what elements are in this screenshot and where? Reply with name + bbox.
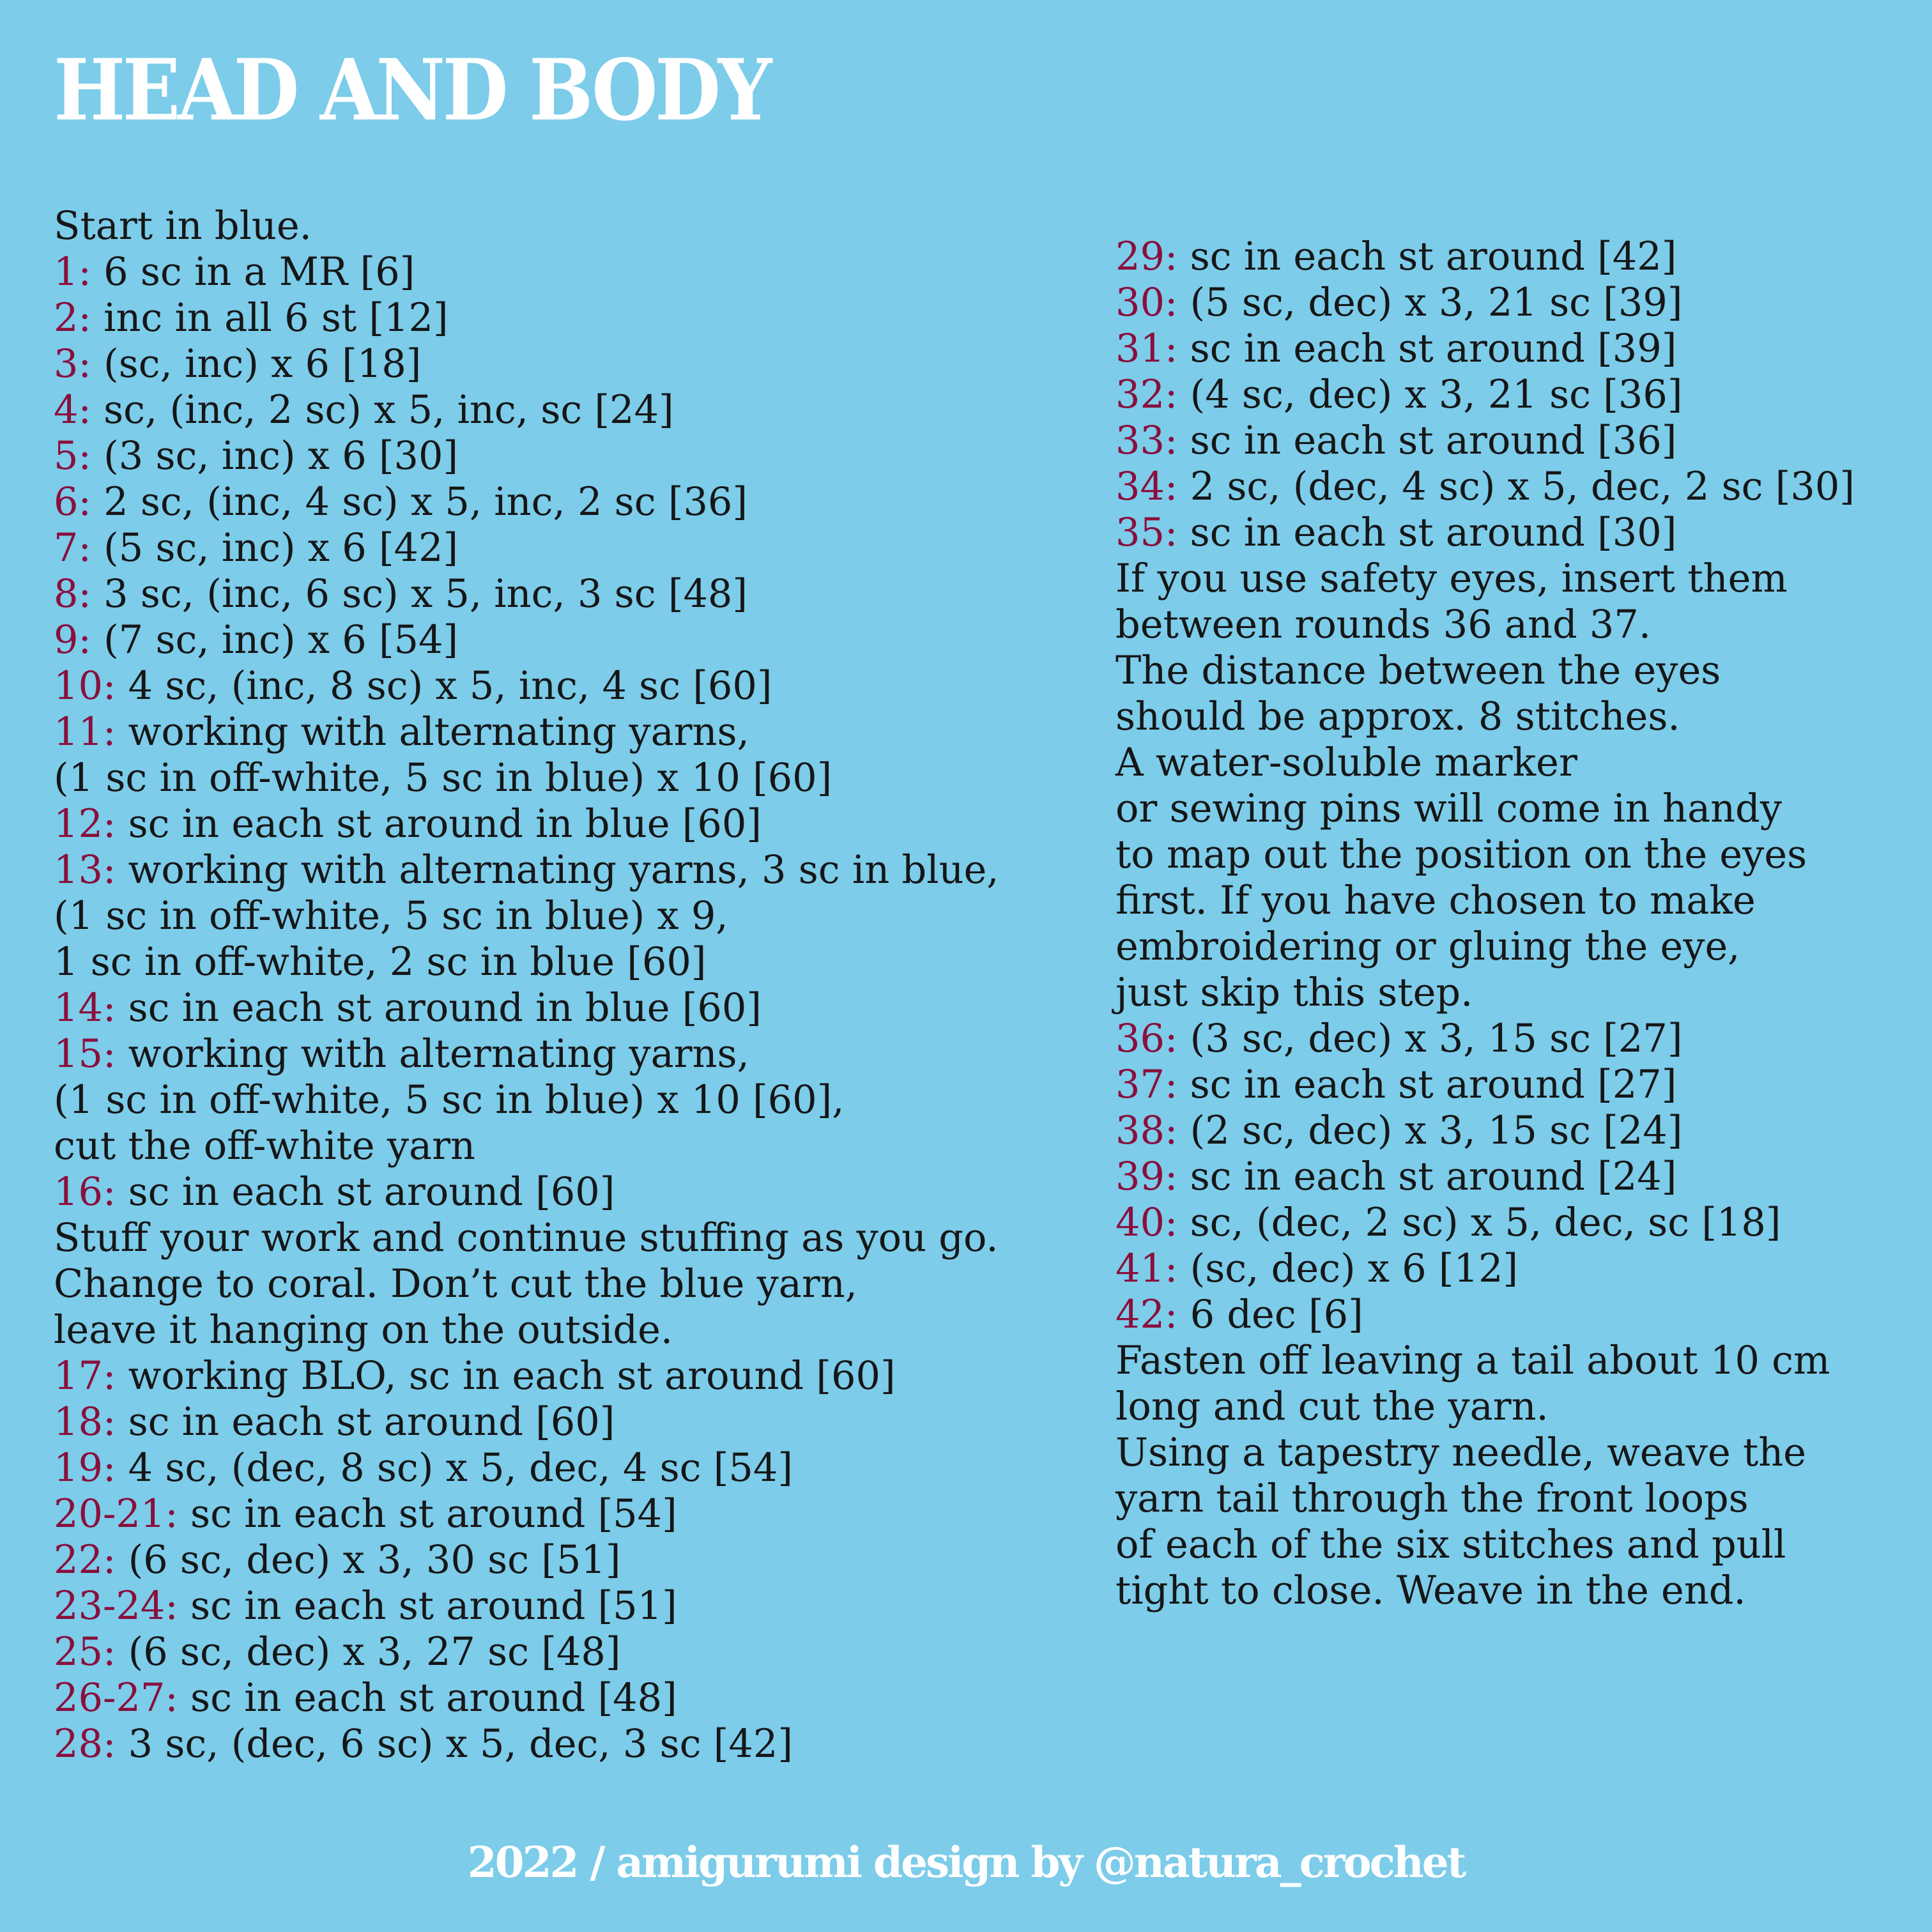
instruction-line bbox=[1116, 832, 1855, 878]
round-number: 16: bbox=[54, 1170, 116, 1215]
instruction-line bbox=[54, 525, 999, 571]
instruction-text: Using a tapestry needle, weave the bbox=[1116, 1430, 1807, 1475]
instruction-text: (sc, inc) x 6 [18] bbox=[91, 342, 422, 387]
instruction-text: 4 sc, (inc, 8 sc) x 5, inc, 4 sc [60] bbox=[116, 664, 772, 709]
instruction-line bbox=[1116, 648, 1855, 694]
round-number: 36: bbox=[1116, 1016, 1178, 1061]
instruction-text: should be approx. 8 stitches. bbox=[1116, 694, 1680, 739]
round-number: 22: bbox=[54, 1538, 116, 1583]
instruction-text: tight to close. Weave in the end. bbox=[1116, 1568, 1746, 1613]
instruction-line bbox=[54, 1491, 999, 1537]
instruction-line bbox=[1116, 1292, 1855, 1338]
instruction-text: (6 sc, dec) x 3, 27 sc [48] bbox=[116, 1630, 621, 1675]
instruction-line bbox=[54, 801, 999, 847]
instruction-text: sc in each st around [36] bbox=[1177, 418, 1677, 463]
instruction-text: (1 sc in off-white, 5 sc in blue) x 9, bbox=[54, 894, 728, 939]
round-number: 6: bbox=[54, 480, 91, 525]
instruction-line bbox=[54, 1215, 999, 1261]
instruction-line bbox=[1116, 878, 1855, 924]
instruction-text: inc in all 6 st [12] bbox=[91, 296, 448, 341]
instruction-text: sc in each st around [60] bbox=[116, 1400, 615, 1445]
instruction-text: (3 sc, inc) x 6 [30] bbox=[91, 434, 459, 479]
instruction-line bbox=[54, 1169, 999, 1215]
instruction-text: long and cut the yarn. bbox=[1116, 1384, 1549, 1429]
instruction-line bbox=[54, 1583, 999, 1629]
round-number: 29: bbox=[1116, 234, 1178, 279]
instruction-line bbox=[1116, 1476, 1855, 1522]
round-number: 15: bbox=[54, 1032, 116, 1077]
instruction-line bbox=[54, 1399, 999, 1445]
instruction-text: sc in each st around [42] bbox=[1177, 234, 1677, 279]
instruction-text: cut the off-white yarn bbox=[54, 1124, 475, 1169]
instruction-text: Change to coral. Don’t cut the blue yarn, bbox=[54, 1262, 857, 1307]
round-number: 1: bbox=[54, 250, 91, 295]
instruction-text: or sewing pins will come in handy bbox=[1116, 786, 1782, 831]
instruction-line bbox=[1116, 326, 1855, 372]
instruction-line bbox=[1116, 740, 1855, 786]
round-number: 5: bbox=[54, 434, 91, 479]
instruction-text: sc in each st around [60] bbox=[116, 1170, 615, 1215]
footer-credit: 2022 / amigurumi design by @natura_crochet bbox=[467, 1837, 1465, 1887]
round-number: 19: bbox=[54, 1446, 116, 1491]
instruction-text: A water-soluble marker bbox=[1116, 740, 1577, 785]
round-number: 39: bbox=[1116, 1154, 1178, 1199]
instruction-text: sc in each st around in blue [60] bbox=[116, 802, 762, 847]
instruction-text: Stuff your work and continue stuffing as you go. bbox=[54, 1216, 999, 1261]
instruction-line bbox=[54, 1031, 999, 1077]
instruction-line bbox=[54, 709, 999, 755]
instruction-line bbox=[54, 1721, 999, 1767]
instruction-text: between rounds 36 and 37. bbox=[1116, 602, 1652, 647]
instruction-line bbox=[54, 571, 999, 617]
instruction-line bbox=[54, 1537, 999, 1583]
instruction-text: (6 sc, dec) x 3, 30 sc [51] bbox=[116, 1538, 621, 1583]
round-number: 11: bbox=[54, 710, 116, 755]
instruction-line bbox=[1116, 464, 1855, 510]
round-number: 32: bbox=[1116, 372, 1178, 417]
round-number: 42: bbox=[1116, 1292, 1178, 1337]
instruction-line bbox=[54, 893, 999, 939]
instruction-text: (1 sc in off-white, 5 sc in blue) x 10 [60] bbox=[54, 756, 832, 801]
instruction-line bbox=[1116, 970, 1855, 1016]
instruction-line bbox=[1116, 694, 1855, 740]
instruction-line bbox=[54, 1445, 999, 1491]
round-number: 9: bbox=[54, 618, 91, 663]
instruction-line bbox=[54, 1629, 999, 1675]
instruction-text: sc in each st around [48] bbox=[178, 1676, 677, 1721]
instruction-text: sc, (inc, 2 sc) x 5, inc, sc [24] bbox=[91, 388, 674, 433]
instruction-line bbox=[54, 663, 999, 709]
round-number: 30: bbox=[1116, 280, 1178, 325]
round-number: 35: bbox=[1116, 510, 1178, 555]
instruction-text: (2 sc, dec) x 3, 15 sc [24] bbox=[1177, 1108, 1683, 1153]
instruction-text: sc in each st around [54] bbox=[178, 1492, 677, 1537]
instruction-line bbox=[54, 387, 999, 433]
instruction-line bbox=[54, 755, 999, 801]
instruction-line bbox=[1116, 1200, 1855, 1246]
instruction-text: sc in each st around [39] bbox=[1177, 326, 1677, 371]
instruction-line bbox=[54, 1675, 999, 1721]
instructions-right-column bbox=[1116, 234, 1855, 1614]
instruction-line bbox=[54, 1123, 999, 1169]
instruction-text: sc in each st around in blue [60] bbox=[116, 986, 762, 1031]
instruction-line bbox=[54, 295, 999, 341]
round-number: 38: bbox=[1116, 1108, 1178, 1153]
instruction-text: working BLO, sc in each st around [60] bbox=[116, 1354, 896, 1399]
instruction-text: The distance between the eyes bbox=[1116, 648, 1721, 693]
instruction-text: (3 sc, dec) x 3, 15 sc [27] bbox=[1177, 1016, 1683, 1061]
instruction-line bbox=[1116, 602, 1855, 648]
round-number: 8: bbox=[54, 572, 91, 617]
instruction-line bbox=[54, 203, 999, 249]
instruction-text: 6 sc in a MR [6] bbox=[91, 250, 415, 295]
instruction-line bbox=[1116, 1384, 1855, 1430]
instruction-line bbox=[54, 617, 999, 663]
instruction-line bbox=[1116, 1430, 1855, 1476]
instruction-line bbox=[54, 847, 999, 893]
round-number: 14: bbox=[54, 986, 116, 1031]
instruction-text: (5 sc, dec) x 3, 21 sc [39] bbox=[1177, 280, 1683, 325]
instruction-line bbox=[54, 1261, 999, 1307]
instruction-line bbox=[1116, 234, 1855, 280]
instruction-text: leave it hanging on the outside. bbox=[54, 1308, 673, 1353]
instructions-left-column bbox=[54, 203, 999, 1767]
instruction-text: (sc, dec) x 6 [12] bbox=[1177, 1246, 1519, 1291]
round-number: 41: bbox=[1116, 1246, 1178, 1291]
instruction-text: sc, (dec, 2 sc) x 5, dec, sc [18] bbox=[1177, 1200, 1781, 1245]
instruction-line bbox=[1116, 786, 1855, 832]
instruction-text: 4 sc, (dec, 8 sc) x 5, dec, 4 sc [54] bbox=[116, 1446, 793, 1491]
round-number: 13: bbox=[54, 848, 116, 893]
instruction-text: 1 sc in off-white, 2 sc in blue [60] bbox=[54, 940, 707, 985]
instruction-line bbox=[1116, 1062, 1855, 1108]
page-title: HEAD AND BODY bbox=[54, 41, 769, 140]
round-number: 40: bbox=[1116, 1200, 1178, 1245]
round-number: 18: bbox=[54, 1400, 116, 1445]
instruction-text: (4 sc, dec) x 3, 21 sc [36] bbox=[1177, 372, 1683, 417]
round-number: 2: bbox=[54, 296, 91, 341]
round-number: 34: bbox=[1116, 464, 1178, 509]
instruction-text: If you use safety eyes, insert them bbox=[1116, 556, 1788, 601]
instruction-line bbox=[1116, 418, 1855, 464]
instruction-text: just skip this step. bbox=[1116, 970, 1473, 1015]
round-number: 12: bbox=[54, 802, 116, 847]
round-number: 7: bbox=[54, 526, 91, 571]
instruction-text: (5 sc, inc) x 6 [42] bbox=[91, 526, 459, 571]
round-number: 25: bbox=[54, 1630, 116, 1675]
instruction-text: sc in each st around [51] bbox=[178, 1584, 677, 1629]
instruction-line bbox=[54, 479, 999, 525]
round-number: 33: bbox=[1116, 418, 1178, 463]
instruction-text: yarn tail through the front loops bbox=[1116, 1476, 1749, 1521]
round-number: 20-21: bbox=[54, 1492, 178, 1537]
instruction-text: sc in each st around [24] bbox=[1177, 1154, 1677, 1199]
instruction-line bbox=[54, 249, 999, 295]
instruction-text: sc in each st around [30] bbox=[1177, 510, 1677, 555]
instruction-line bbox=[1116, 924, 1855, 970]
instruction-text: 3 sc, (dec, 6 sc) x 5, dec, 3 sc [42] bbox=[116, 1722, 793, 1767]
instruction-text: to map out the position on the eyes bbox=[1116, 832, 1807, 877]
instruction-line bbox=[54, 939, 999, 985]
instruction-text: 6 dec [6] bbox=[1177, 1292, 1363, 1337]
instruction-text: Start in blue. bbox=[54, 204, 312, 249]
instruction-line bbox=[1116, 1568, 1855, 1614]
instruction-line bbox=[1116, 280, 1855, 326]
instruction-text: embroidering or gluing the eye, bbox=[1116, 924, 1740, 969]
instruction-line bbox=[54, 1307, 999, 1353]
instruction-text: of each of the six stitches and pull bbox=[1116, 1522, 1786, 1567]
instruction-text: (7 sc, inc) x 6 [54] bbox=[91, 618, 459, 663]
instruction-text: working with alternating yarns, bbox=[116, 1032, 749, 1077]
instruction-line bbox=[54, 1353, 999, 1399]
instruction-text: working with alternating yarns, bbox=[116, 710, 749, 755]
instruction-text: 3 sc, (inc, 6 sc) x 5, inc, 3 sc [48] bbox=[91, 572, 748, 617]
instruction-line bbox=[54, 433, 999, 479]
round-number: 4: bbox=[54, 388, 91, 433]
instruction-text: 2 sc, (dec, 4 sc) x 5, dec, 2 sc [30] bbox=[1177, 464, 1855, 509]
instruction-line bbox=[54, 1077, 999, 1123]
instruction-line bbox=[1116, 1108, 1855, 1154]
instruction-text: sc in each st around [27] bbox=[1177, 1062, 1677, 1107]
instruction-line bbox=[1116, 372, 1855, 418]
instruction-text: working with alternating yarns, 3 sc in blue, bbox=[116, 848, 999, 893]
round-number: 28: bbox=[54, 1722, 116, 1767]
round-number: 26-27: bbox=[54, 1676, 178, 1721]
round-number: 23-24: bbox=[54, 1584, 178, 1629]
instruction-line bbox=[1116, 1016, 1855, 1062]
instruction-line bbox=[54, 341, 999, 387]
instruction-line bbox=[1116, 1154, 1855, 1200]
round-number: 3: bbox=[54, 342, 91, 387]
round-number: 17: bbox=[54, 1354, 116, 1399]
instruction-text: first. If you have chosen to make bbox=[1116, 878, 1756, 923]
instruction-line bbox=[54, 985, 999, 1031]
instruction-line bbox=[1116, 1246, 1855, 1292]
instruction-text: (1 sc in off-white, 5 sc in blue) x 10 [60], bbox=[54, 1078, 845, 1123]
round-number: 37: bbox=[1116, 1062, 1178, 1107]
instruction-line bbox=[1116, 556, 1855, 602]
instruction-text: 2 sc, (inc, 4 sc) x 5, inc, 2 sc [36] bbox=[91, 480, 748, 525]
instruction-line bbox=[1116, 1522, 1855, 1568]
instruction-text: Fasten off leaving a tail about 10 cm bbox=[1116, 1338, 1830, 1383]
instruction-line bbox=[1116, 1338, 1855, 1384]
round-number: 31: bbox=[1116, 326, 1178, 371]
round-number: 10: bbox=[54, 664, 116, 709]
instruction-line bbox=[1116, 510, 1855, 556]
